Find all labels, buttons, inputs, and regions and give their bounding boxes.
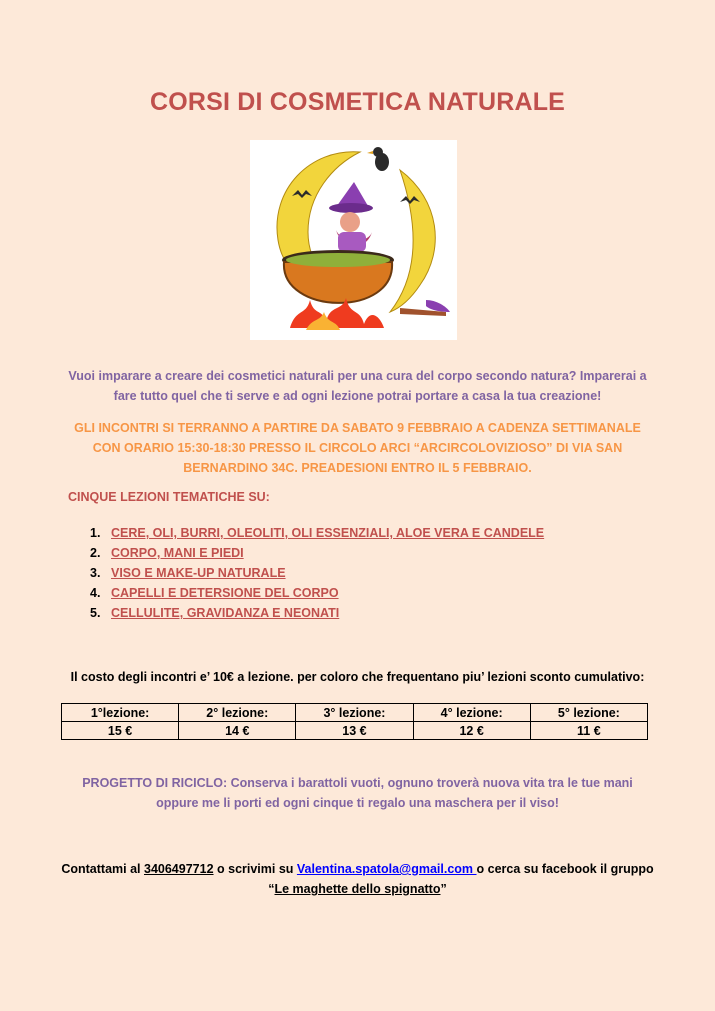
table-cell: 11 € [530,722,647,740]
intro-paragraph: Vuoi imparare a creare dei cosmetici naturali per una cura del corpo secondo natura? Imparerai a fare tutto quel che ti serve e ad ogni lezione potrai portare a casa la tua creazione! [68,369,647,403]
price-table [61,703,648,740]
witch-cauldron-illustration [250,140,457,340]
recycle-paragraph: PROGETTO DI RICICLO: Conserva i barattoli vuoti, ognuno troverà nuova vita tra le tue mani oppure me li porti ed ogni cinque ti regalo una maschera per il viso! [82,776,633,810]
table-row [62,722,648,740]
contact-end: ” [440,882,447,896]
facebook-group-link[interactable]: Le maghette dello spignatto [274,882,441,896]
list-item [90,543,544,563]
table-header-cell: 2° lezione: [179,704,296,722]
list-item [90,563,544,583]
contact-middle: o scrivimi su [213,862,297,876]
table-header-cell: 3° lezione: [296,704,413,722]
list-item-number: 4. [90,586,101,600]
list-item-label: CERE, OLI, BURRI, OLEOLITI, OLI ESSENZIALI, ALOE VERA E CANDELE [111,526,545,540]
list-item-label: CELLULITE, GRAVIDANZA E NEONATI [111,606,340,620]
table-header-cell: 5° lezione: [530,704,647,722]
table-cell: 13 € [296,722,413,740]
phone-link[interactable]: 3406497712 [144,862,214,876]
list-item-label: CAPELLI E DETERSIONE DEL CORPO [111,586,339,600]
table-cell: 14 € [179,722,296,740]
list-item [90,603,544,623]
schedule-paragraph: GLI INCONTRI SI TERRANNO A PARTIRE DA SABATO 9 FEBBRAIO A CADENZA SETTIMANALE CON ORARIO 15:30-18:30 PRESSO IL CIRCOLO ARCI “ARCIRCOLOVIZIOSO” DI VIA SAN BERNARDINO 34C. PREADESIONI ENTRO IL 5 FEBBRAIO. [74,421,641,475]
table-header-cell: 4° lezione: [413,704,530,722]
list-item-number: 3. [90,566,101,580]
email-link[interactable]: Valentina.spatola@gmail.com [296,862,477,876]
list-item-number: 2. [90,546,101,560]
lessons-heading: CINQUE LEZIONI TEMATICHE SU: [68,490,270,504]
list-item-label: VISO E MAKE-UP NATURALE [111,566,286,580]
table-cell: 12 € [413,722,530,740]
table-cell: 15 € [62,722,179,740]
witch-cauldron-moon-icon [250,140,457,340]
table-header-cell: 1°lezione: [62,704,179,722]
list-item [90,523,544,543]
contact-prefix: Contattami al [61,862,144,876]
list-item [90,583,544,603]
table-header-row [62,704,648,722]
list-item-number: 1. [90,526,101,540]
list-item-number: 5. [90,606,101,620]
contact-suffix: o cerca su facebook il gruppo “ [268,862,654,896]
list-item-label: CORPO, MANI E PIEDI [111,546,244,560]
lessons-list [90,523,544,623]
page-title: CORSI DI COSMETICA NATURALE [149,88,566,116]
contact-paragraph [60,859,655,899]
cost-text: Il costo degli incontri e’ 10€ a lezione. per coloro che frequentano piu’ lezioni sconto cumulativo: [70,670,645,684]
